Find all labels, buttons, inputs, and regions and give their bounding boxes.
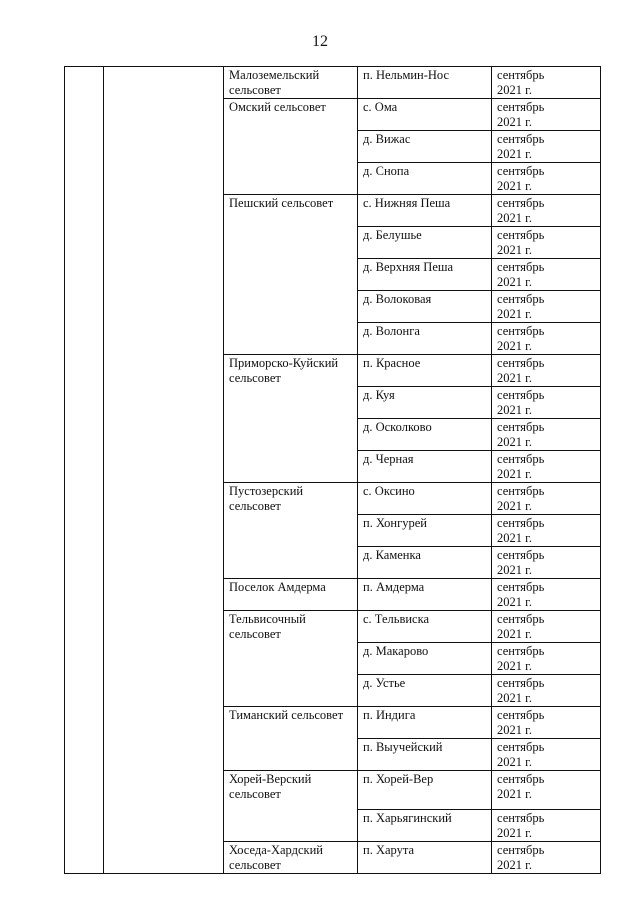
date-month: сентябрь (497, 811, 545, 825)
date-cell (492, 131, 601, 163)
date-month: сентябрь (497, 132, 545, 146)
date-month: сентябрь (497, 740, 545, 754)
settlement-cell: п. Харьягинский (358, 810, 492, 842)
date-cell (492, 387, 601, 419)
settlement-cell: п. Выучейский (358, 739, 492, 771)
date-cell (492, 419, 601, 451)
date-month: сентябрь (497, 484, 545, 498)
date-year: 2021 г. (497, 275, 532, 289)
date-month: сентябрь (497, 548, 545, 562)
date-year: 2021 г. (497, 858, 532, 872)
settlement-cell: п. Амдерма (358, 579, 492, 611)
council-cell: Приморско-Куйский сельсовет (224, 355, 358, 483)
council-cell: Хорей-Верский сельсовет (224, 771, 358, 842)
date-year: 2021 г. (497, 211, 532, 225)
date-year: 2021 г. (497, 563, 532, 577)
settlement-schedule-table (64, 66, 601, 874)
date-month: сентябрь (497, 676, 545, 690)
settlement-cell: д. Белушье (358, 227, 492, 259)
council-cell: Поселок Амдерма (224, 579, 358, 611)
date-month: сентябрь (497, 420, 545, 434)
date-year: 2021 г. (497, 243, 532, 257)
date-month: сентябрь (497, 452, 545, 466)
date-cell (492, 483, 601, 515)
date-month: сентябрь (497, 708, 545, 722)
date-cell (492, 323, 601, 355)
settlement-cell: п. Индига (358, 707, 492, 739)
date-cell (492, 227, 601, 259)
date-cell (492, 675, 601, 707)
settlement-cell: п. Хорей-Вер (358, 771, 492, 810)
date-year: 2021 г. (497, 371, 532, 385)
date-year: 2021 г. (497, 659, 532, 673)
settlement-cell: с. Нижняя Пеша (358, 195, 492, 227)
settlement-cell: д. Черная (358, 451, 492, 483)
date-year: 2021 г. (497, 826, 532, 840)
settlement-cell: д. Устье (358, 675, 492, 707)
empty-cell-col1 (65, 67, 104, 874)
council-cell: Хоседа-Хардский сельсовет (224, 842, 358, 874)
date-cell (492, 842, 601, 874)
settlement-cell: с. Ома (358, 99, 492, 131)
settlement-cell: д. Макарово (358, 643, 492, 675)
date-month: сентябрь (497, 580, 545, 594)
page-number: 12 (312, 33, 328, 50)
date-year: 2021 г. (497, 83, 532, 97)
settlement-cell: п. Хонгурей (358, 515, 492, 547)
settlement-cell: п. Нельмин-Нос (358, 67, 492, 99)
date-month: сентябрь (497, 388, 545, 402)
date-year: 2021 г. (497, 115, 532, 129)
settlement-cell: д. Осколково (358, 419, 492, 451)
empty-cell-col2 (104, 67, 224, 874)
settlement-cell: д. Волонга (358, 323, 492, 355)
date-cell (492, 739, 601, 771)
date-year: 2021 г. (497, 595, 532, 609)
settlement-cell: д. Куя (358, 387, 492, 419)
date-year: 2021 г. (497, 435, 532, 449)
date-year: 2021 г. (497, 307, 532, 321)
date-cell (492, 547, 601, 579)
date-cell (492, 259, 601, 291)
date-year: 2021 г. (497, 403, 532, 417)
council-cell: Пустозерский сельсовет (224, 483, 358, 579)
date-cell (492, 515, 601, 547)
date-year: 2021 г. (497, 467, 532, 481)
settlement-cell: д. Верхняя Пеша (358, 259, 492, 291)
date-month: сентябрь (497, 356, 545, 370)
date-month: сентябрь (497, 68, 545, 82)
council-cell: Малоземельский сельсовет (224, 67, 358, 99)
date-cell (492, 810, 601, 842)
date-month: сентябрь (497, 100, 545, 114)
date-month: сентябрь (497, 843, 545, 857)
date-cell (492, 163, 601, 195)
date-month: сентябрь (497, 516, 545, 530)
date-cell (492, 771, 601, 810)
date-year: 2021 г. (497, 531, 532, 545)
date-year: 2021 г. (497, 755, 532, 769)
date-cell (492, 99, 601, 131)
date-year: 2021 г. (497, 499, 532, 513)
date-year: 2021 г. (497, 787, 532, 801)
date-month: сентябрь (497, 164, 545, 178)
date-month: сентябрь (497, 196, 545, 210)
date-cell (492, 707, 601, 739)
date-cell (492, 643, 601, 675)
council-cell: Тиманский сельсовет (224, 707, 358, 771)
council-cell: Тельвисочный сельсовет (224, 611, 358, 707)
date-month: сентябрь (497, 228, 545, 242)
date-year: 2021 г. (497, 147, 532, 161)
settlement-cell: д. Снопа (358, 163, 492, 195)
settlement-cell: д. Каменка (358, 547, 492, 579)
date-year: 2021 г. (497, 627, 532, 641)
date-year: 2021 г. (497, 723, 532, 737)
date-cell (492, 291, 601, 323)
date-cell (492, 355, 601, 387)
settlement-cell: п. Красное (358, 355, 492, 387)
date-year: 2021 г. (497, 691, 532, 705)
date-month: сентябрь (497, 612, 545, 626)
date-month: сентябрь (497, 772, 545, 786)
date-year: 2021 г. (497, 339, 532, 353)
settlement-cell: д. Вижас (358, 131, 492, 163)
settlement-cell: д. Волоковая (358, 291, 492, 323)
date-cell (492, 579, 601, 611)
date-month: сентябрь (497, 324, 545, 338)
date-year: 2021 г. (497, 179, 532, 193)
date-cell (492, 195, 601, 227)
settlement-cell: с. Тельвиска (358, 611, 492, 643)
date-cell (492, 451, 601, 483)
council-cell: Омский сельсовет (224, 99, 358, 195)
settlement-cell: п. Харута (358, 842, 492, 874)
date-month: сентябрь (497, 644, 545, 658)
date-cell (492, 611, 601, 643)
council-cell: Пешский сельсовет (224, 195, 358, 355)
date-cell (492, 67, 601, 99)
settlement-cell: с. Оксино (358, 483, 492, 515)
date-month: сентябрь (497, 292, 545, 306)
table-row (65, 67, 601, 99)
date-month: сентябрь (497, 260, 545, 274)
